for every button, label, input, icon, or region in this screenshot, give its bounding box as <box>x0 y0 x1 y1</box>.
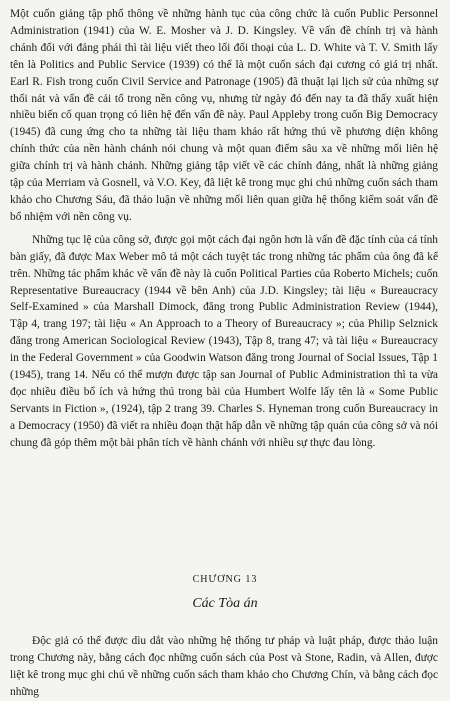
paragraph-1: Một cuốn giảng tập phổ thông về những hành tục của công chức là cuốn Public Personnel Administration (1941) của W. E. Mosher và J. D. Kingsley. Về vấn đề chính trị và hành chánh đối với đảng phái thì tài liệu viết theo lối đối thoại của L. D. White và T. V. Smith lấy tên là Politics and Public Service (1939) có thể là một cuốn sách đại cương có giá trị nhất. Earl R. Fish trong cuốn Civil Service and Patronage (1905) đã thuật lại lịch sử của những sự thối nát và vấn đề cải tổ trong nền công vụ, nhưng từ ngày đó đến nay ta đã thấy xuất hiện nhiều biến cố quan trọng có liên hệ đến vấn đề này. Paul Appleby trong cuốn Big Democracy (1945) đã cung ứng cho ta những tài liệu tham khảo rất hứng thú về phương diện không chính thức của nền hành chánh nói chung và một quan điểm sâu xa về những mối liên hệ giữa chính trị và hành chánh. Những giảng tập viết về các chính đảng, nhất là những giảng tập của Merriam và Gosnell, và V.O. Key, đã liệt kê trong mục ghi chú những cuốn sách tham khảo cho Chương Sáu, đã thảo luận về những mối liên quan giữa hệ thống kiểm soát vấn đề bổ nhiệm với nền công vụ. <box>10 8 438 223</box>
paragraph-2: Những tục lệ của công sở, được gọi một cách đại ngôn hơn là vấn đề đặc tính của cá tính bàn giấy, đã được Max Weber mô tả một cách tuyệt tác trong những tác phẩm của ông đã kể trên. Những tác phẩm khác về vấn đề này là cuốn Political Parties của Roberto Michels; cuốn Representative Bureaucracy (1944 về bên Anh) của J.D. Kingsley; tài liệu « Bureaucracy Self-Examined » của Marshall Dimock, đăng trong Public Administration Review (1944), Tập 4, trang 197; tài liệu « An Approach to a Theory of Bureaucracy »; của Philip Selznick đăng trong American Sociological Review (1943), Tập 8, trang 47; và tài liệu « Bureaucracy in the Federal Government » của Goodwin Watson đăng trong Journal of Social Issues, Tập 1 (1945), trang 14. Nếu có thể mượn được tập san Journal of Public Administration thì ta vừa đọc nhiều điều bổ ích và hứng thú trong bài của Humbert Wolfe lấy tên là « Some Public Servants in Fiction », (1924), tập 2 trang 39. Charles S. Hyneman trong cuốn Bureaucracy in a Democracy (1950) đã viết ra nhiều đoạn thật hấp dẫn về những tập quán của công sở và nói chung đã góp thêm một bài phân tích về hành chánh với nhiều sự thực đau lòng. <box>10 233 438 449</box>
paragraph-3: Độc giả có thể được dìu dắt vào những hệ thống tư pháp và luật pháp, được thảo luận trong Chương này, bằng cách đọc những cuốn sách của Post và Stone, Radin, và Allen, được liệt kê trong mục ghi chú về những cuốn sách tham khảo cho Chương Chín, và bằng cách đọc những <box>10 635 438 698</box>
chapter-label: CHƯƠNG 13 <box>192 574 258 585</box>
chapter-title: Các Tòa án <box>192 596 258 611</box>
